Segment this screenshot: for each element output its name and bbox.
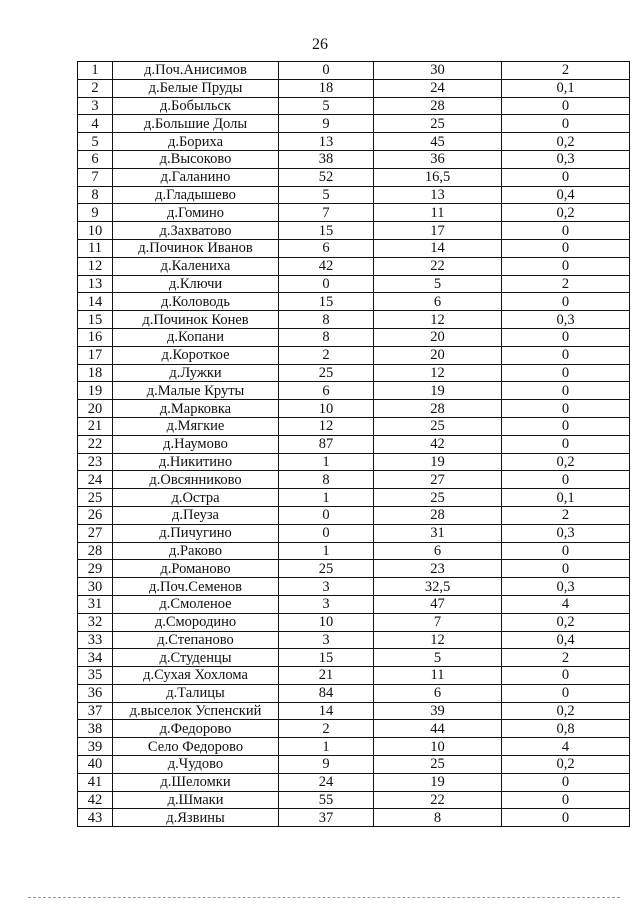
settlement-name-cell: д.Талицы: [113, 684, 279, 702]
value-b-cell: 22: [374, 257, 502, 275]
value-b-cell: 5: [374, 649, 502, 667]
value-c-cell: 0,2: [502, 133, 630, 151]
row-number-cell: 19: [78, 382, 113, 400]
value-a-cell: 8: [279, 328, 374, 346]
value-a-cell: 8: [279, 311, 374, 329]
value-a-cell: 12: [279, 417, 374, 435]
value-b-cell: 20: [374, 346, 502, 364]
value-c-cell: 0,1: [502, 489, 630, 507]
table-row: [78, 346, 630, 364]
value-b-cell: 42: [374, 435, 502, 453]
row-number-cell: 42: [78, 791, 113, 809]
value-c-cell: 0: [502, 400, 630, 418]
table-row: [78, 222, 630, 240]
settlement-name-cell: д.Язвины: [113, 809, 279, 827]
settlement-name-cell: д.Сухая Хохлома: [113, 667, 279, 685]
settlement-name-cell: д.Шеломки: [113, 773, 279, 791]
table-row: [78, 133, 630, 151]
row-number-cell: 4: [78, 115, 113, 133]
settlement-name-cell: д.Бобыльск: [113, 97, 279, 115]
value-a-cell: 10: [279, 400, 374, 418]
value-a-cell: 2: [279, 346, 374, 364]
value-a-cell: 0: [279, 506, 374, 524]
table-row: [78, 364, 630, 382]
footer-divider: [28, 897, 620, 898]
value-a-cell: 1: [279, 453, 374, 471]
value-b-cell: 30: [374, 62, 502, 80]
value-c-cell: 0,3: [502, 150, 630, 168]
value-c-cell: 0: [502, 560, 630, 578]
settlement-name-cell: д.Бориха: [113, 133, 279, 151]
value-c-cell: 0,2: [502, 453, 630, 471]
value-b-cell: 11: [374, 667, 502, 685]
value-a-cell: 1: [279, 489, 374, 507]
table-row: [78, 168, 630, 186]
table-row: [78, 150, 630, 168]
value-b-cell: 10: [374, 738, 502, 756]
settlement-name-cell: д.Пичугино: [113, 524, 279, 542]
settlement-name-cell: д.Раково: [113, 542, 279, 560]
value-b-cell: 17: [374, 222, 502, 240]
table-row: [78, 115, 630, 133]
settlement-name-cell: д.Копани: [113, 328, 279, 346]
row-number-cell: 33: [78, 631, 113, 649]
table-row: [78, 471, 630, 489]
table-row: [78, 631, 630, 649]
settlement-name-cell: д.Овсянниково: [113, 471, 279, 489]
value-a-cell: 3: [279, 595, 374, 613]
value-a-cell: 3: [279, 578, 374, 596]
value-a-cell: 84: [279, 684, 374, 702]
settlement-name-cell: д.Высоково: [113, 150, 279, 168]
settlement-name-cell: д.выселок Успенский: [113, 702, 279, 720]
value-a-cell: 87: [279, 435, 374, 453]
value-b-cell: 14: [374, 239, 502, 257]
row-number-cell: 15: [78, 311, 113, 329]
value-a-cell: 0: [279, 524, 374, 542]
value-b-cell: 23: [374, 560, 502, 578]
table-row: [78, 524, 630, 542]
table-row: [78, 702, 630, 720]
row-number-cell: 10: [78, 222, 113, 240]
value-b-cell: 11: [374, 204, 502, 222]
row-number-cell: 36: [78, 684, 113, 702]
table-body: [78, 62, 630, 827]
settlement-name-cell: д.Гладышево: [113, 186, 279, 204]
value-b-cell: 28: [374, 506, 502, 524]
value-a-cell: 37: [279, 809, 374, 827]
row-number-cell: 26: [78, 506, 113, 524]
value-c-cell: 0: [502, 257, 630, 275]
value-b-cell: 6: [374, 293, 502, 311]
value-a-cell: 5: [279, 186, 374, 204]
value-a-cell: 13: [279, 133, 374, 151]
row-number-cell: 23: [78, 453, 113, 471]
row-number-cell: 35: [78, 667, 113, 685]
row-number-cell: 32: [78, 613, 113, 631]
value-a-cell: 15: [279, 649, 374, 667]
table-row: [78, 382, 630, 400]
table-row: [78, 293, 630, 311]
table-row: [78, 400, 630, 418]
value-b-cell: 39: [374, 702, 502, 720]
settlement-name-cell: д.Лужки: [113, 364, 279, 382]
row-number-cell: 6: [78, 150, 113, 168]
table-row: [78, 79, 630, 97]
table-row: [78, 756, 630, 774]
row-number-cell: 5: [78, 133, 113, 151]
value-b-cell: 47: [374, 595, 502, 613]
value-c-cell: 0: [502, 239, 630, 257]
settlement-name-cell: д.Студенцы: [113, 649, 279, 667]
settlement-name-cell: д.Поч.Семенов: [113, 578, 279, 596]
value-a-cell: 18: [279, 79, 374, 97]
value-b-cell: 6: [374, 684, 502, 702]
value-c-cell: 0: [502, 435, 630, 453]
settlement-name-cell: д.Починок Иванов: [113, 239, 279, 257]
settlement-name-cell: д.Остра: [113, 489, 279, 507]
value-c-cell: 0: [502, 293, 630, 311]
page-number: 26: [312, 36, 328, 53]
table-row: [78, 560, 630, 578]
row-number-cell: 40: [78, 756, 113, 774]
row-number-cell: 17: [78, 346, 113, 364]
value-a-cell: 21: [279, 667, 374, 685]
value-b-cell: 45: [374, 133, 502, 151]
row-number-cell: 16: [78, 328, 113, 346]
value-c-cell: 0,3: [502, 311, 630, 329]
value-c-cell: 0: [502, 791, 630, 809]
value-a-cell: 15: [279, 222, 374, 240]
value-a-cell: 1: [279, 542, 374, 560]
settlement-name-cell: д.Малые Круты: [113, 382, 279, 400]
value-b-cell: 32,5: [374, 578, 502, 596]
value-c-cell: 4: [502, 595, 630, 613]
row-number-cell: 9: [78, 204, 113, 222]
table-row: [78, 773, 630, 791]
settlement-name-cell: д.Смородино: [113, 613, 279, 631]
settlement-name-cell: д.Ключи: [113, 275, 279, 293]
settlement-name-cell: д.Романово: [113, 560, 279, 578]
value-b-cell: 25: [374, 417, 502, 435]
value-b-cell: 28: [374, 400, 502, 418]
row-number-cell: 13: [78, 275, 113, 293]
table-row: [78, 791, 630, 809]
row-number-cell: 31: [78, 595, 113, 613]
table-row: [78, 453, 630, 471]
value-c-cell: 4: [502, 738, 630, 756]
table-row: [78, 578, 630, 596]
value-b-cell: 25: [374, 756, 502, 774]
value-c-cell: 0,8: [502, 720, 630, 738]
value-b-cell: 25: [374, 489, 502, 507]
row-number-cell: 8: [78, 186, 113, 204]
value-b-cell: 19: [374, 453, 502, 471]
settlement-name-cell: д.Галанино: [113, 168, 279, 186]
table-row: [78, 417, 630, 435]
value-b-cell: 25: [374, 115, 502, 133]
value-c-cell: 0: [502, 667, 630, 685]
row-number-cell: 12: [78, 257, 113, 275]
value-b-cell: 20: [374, 328, 502, 346]
settlement-name-cell: д.Смоленое: [113, 595, 279, 613]
row-number-cell: 34: [78, 649, 113, 667]
table-row: [78, 97, 630, 115]
value-c-cell: 0,3: [502, 578, 630, 596]
value-c-cell: 0,2: [502, 204, 630, 222]
value-a-cell: 10: [279, 613, 374, 631]
row-number-cell: 30: [78, 578, 113, 596]
settlement-name-cell: д.Поч.Анисимов: [113, 62, 279, 80]
table-row: [78, 667, 630, 685]
value-c-cell: 0,1: [502, 79, 630, 97]
value-a-cell: 7: [279, 204, 374, 222]
value-a-cell: 15: [279, 293, 374, 311]
table-row: [78, 239, 630, 257]
table-row: [78, 542, 630, 560]
value-a-cell: 9: [279, 756, 374, 774]
table-row: [78, 489, 630, 507]
value-a-cell: 9: [279, 115, 374, 133]
value-a-cell: 25: [279, 560, 374, 578]
value-c-cell: 0: [502, 97, 630, 115]
value-c-cell: 0,3: [502, 524, 630, 542]
value-c-cell: 0: [502, 222, 630, 240]
value-c-cell: 0: [502, 542, 630, 560]
value-b-cell: 13: [374, 186, 502, 204]
table-row: [78, 204, 630, 222]
settlement-name-cell: д.Гомино: [113, 204, 279, 222]
row-number-cell: 28: [78, 542, 113, 560]
value-c-cell: 0: [502, 684, 630, 702]
row-number-cell: 43: [78, 809, 113, 827]
settlement-name-cell: д.Степаново: [113, 631, 279, 649]
row-number-cell: 18: [78, 364, 113, 382]
row-number-cell: 2: [78, 79, 113, 97]
row-number-cell: 27: [78, 524, 113, 542]
value-a-cell: 24: [279, 773, 374, 791]
value-c-cell: 0: [502, 115, 630, 133]
table-row: [78, 62, 630, 80]
table-row: [78, 328, 630, 346]
value-a-cell: 38: [279, 150, 374, 168]
row-number-cell: 39: [78, 738, 113, 756]
row-number-cell: 38: [78, 720, 113, 738]
value-a-cell: 52: [279, 168, 374, 186]
row-number-cell: 29: [78, 560, 113, 578]
table-row: [78, 649, 630, 667]
settlement-name-cell: д.Пеуза: [113, 506, 279, 524]
value-b-cell: 31: [374, 524, 502, 542]
value-b-cell: 24: [374, 79, 502, 97]
row-number-cell: 1: [78, 62, 113, 80]
value-a-cell: 6: [279, 382, 374, 400]
value-c-cell: 0: [502, 382, 630, 400]
value-c-cell: 0: [502, 809, 630, 827]
value-c-cell: 0,2: [502, 756, 630, 774]
value-a-cell: 14: [279, 702, 374, 720]
row-number-cell: 41: [78, 773, 113, 791]
row-number-cell: 3: [78, 97, 113, 115]
row-number-cell: 37: [78, 702, 113, 720]
value-c-cell: 0,2: [502, 613, 630, 631]
row-number-cell: 22: [78, 435, 113, 453]
value-c-cell: 0: [502, 364, 630, 382]
settlement-name-cell: д.Калениха: [113, 257, 279, 275]
settlement-name-cell: д.Коловодь: [113, 293, 279, 311]
row-number-cell: 25: [78, 489, 113, 507]
row-number-cell: 21: [78, 417, 113, 435]
value-a-cell: 25: [279, 364, 374, 382]
value-b-cell: 28: [374, 97, 502, 115]
settlement-name-cell: д.Наумово: [113, 435, 279, 453]
settlement-name-cell: д.Марковка: [113, 400, 279, 418]
value-c-cell: 0: [502, 346, 630, 364]
table-row: [78, 720, 630, 738]
value-b-cell: 22: [374, 791, 502, 809]
value-a-cell: 2: [279, 720, 374, 738]
value-c-cell: 2: [502, 62, 630, 80]
value-b-cell: 12: [374, 364, 502, 382]
table-row: [78, 613, 630, 631]
value-c-cell: 0,2: [502, 702, 630, 720]
value-b-cell: 44: [374, 720, 502, 738]
settlement-name-cell: д.Федорово: [113, 720, 279, 738]
value-c-cell: 0,4: [502, 186, 630, 204]
settlement-name-cell: д.Шмаки: [113, 791, 279, 809]
table-row: [78, 595, 630, 613]
value-a-cell: 1: [279, 738, 374, 756]
settlement-name-cell: д.Мягкие: [113, 417, 279, 435]
value-a-cell: 6: [279, 239, 374, 257]
value-b-cell: 12: [374, 311, 502, 329]
settlement-name-cell: д.Большие Долы: [113, 115, 279, 133]
value-a-cell: 0: [279, 62, 374, 80]
table-row: [78, 311, 630, 329]
value-b-cell: 12: [374, 631, 502, 649]
row-number-cell: 24: [78, 471, 113, 489]
value-c-cell: 0: [502, 328, 630, 346]
value-a-cell: 8: [279, 471, 374, 489]
value-a-cell: 42: [279, 257, 374, 275]
settlement-name-cell: Село Федорово: [113, 738, 279, 756]
settlement-name-cell: д.Починок Конев: [113, 311, 279, 329]
row-number-cell: 14: [78, 293, 113, 311]
value-b-cell: 36: [374, 150, 502, 168]
value-c-cell: 2: [502, 506, 630, 524]
table-row: [78, 257, 630, 275]
value-a-cell: 3: [279, 631, 374, 649]
table-row: [78, 275, 630, 293]
value-b-cell: 19: [374, 382, 502, 400]
table-row: [78, 506, 630, 524]
value-c-cell: 0: [502, 168, 630, 186]
table-row: [78, 738, 630, 756]
table-row: [78, 684, 630, 702]
value-b-cell: 16,5: [374, 168, 502, 186]
value-c-cell: 0,4: [502, 631, 630, 649]
value-c-cell: 0: [502, 773, 630, 791]
settlement-name-cell: д.Захватово: [113, 222, 279, 240]
value-c-cell: 0: [502, 471, 630, 489]
settlement-name-cell: д.Короткое: [113, 346, 279, 364]
settlement-name-cell: д.Чудово: [113, 756, 279, 774]
value-b-cell: 8: [374, 809, 502, 827]
settlements-table: [77, 61, 630, 827]
value-b-cell: 6: [374, 542, 502, 560]
value-a-cell: 5: [279, 97, 374, 115]
row-number-cell: 20: [78, 400, 113, 418]
table-row: [78, 809, 630, 827]
row-number-cell: 11: [78, 239, 113, 257]
row-number-cell: 7: [78, 168, 113, 186]
settlement-name-cell: д.Белые Пруды: [113, 79, 279, 97]
value-c-cell: 2: [502, 275, 630, 293]
table-row: [78, 435, 630, 453]
value-a-cell: 0: [279, 275, 374, 293]
value-b-cell: 5: [374, 275, 502, 293]
settlement-name-cell: д.Никитино: [113, 453, 279, 471]
value-a-cell: 55: [279, 791, 374, 809]
value-b-cell: 7: [374, 613, 502, 631]
value-b-cell: 19: [374, 773, 502, 791]
value-b-cell: 27: [374, 471, 502, 489]
table-row: [78, 186, 630, 204]
value-c-cell: 2: [502, 649, 630, 667]
value-c-cell: 0: [502, 417, 630, 435]
